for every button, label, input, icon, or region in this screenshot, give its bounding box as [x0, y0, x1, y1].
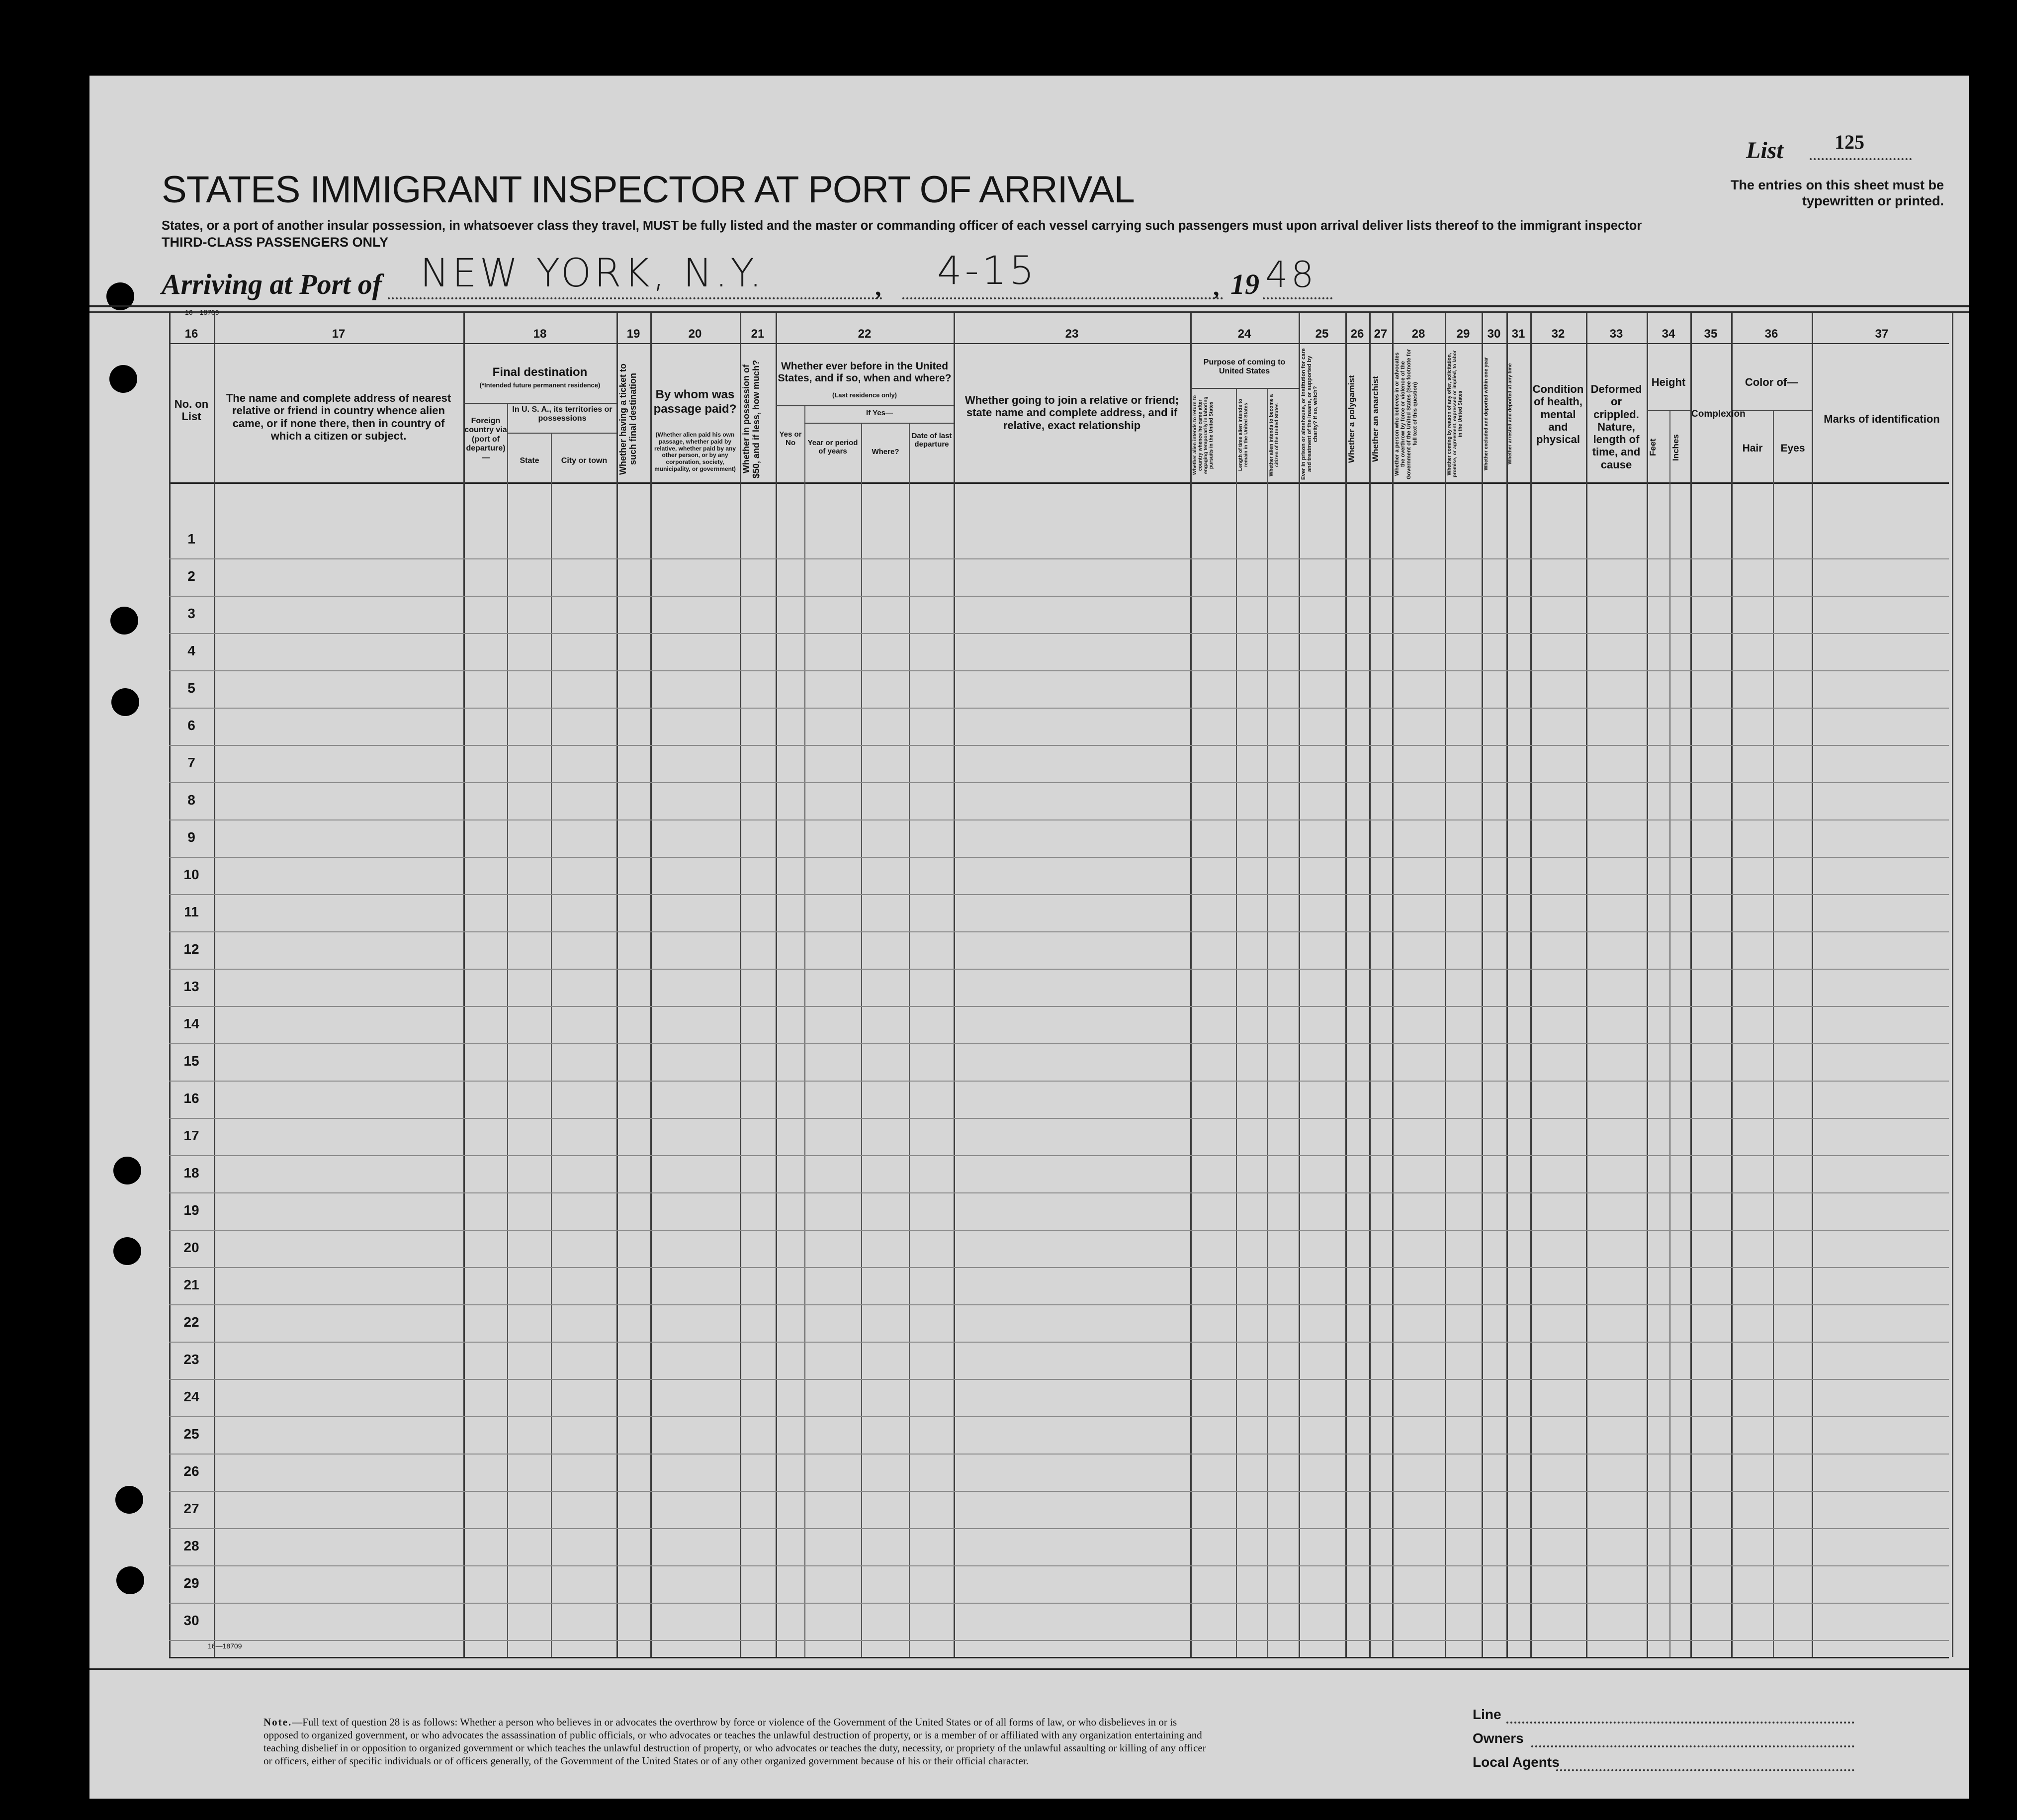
col-27-header: Whether an anarchist	[1371, 376, 1380, 462]
col-24-return: Whether alien intends to return to country whence he came after engaging temporarily in laboring pursuits in the United States	[1192, 395, 1214, 475]
list-label: List	[1746, 137, 1783, 164]
col-18-usa: In U. S. A., its territories or possessions	[512, 405, 613, 423]
row-rule	[169, 670, 1949, 671]
col-30-header: Whether excluded and deported within one year	[1484, 357, 1489, 471]
col-32-header: Condition of health, mental and physical	[1532, 383, 1584, 446]
col-rule	[1530, 313, 1532, 1657]
col-34-feet: Feet	[1648, 439, 1658, 456]
col-num-18: 18	[533, 327, 547, 341]
row-rule	[169, 782, 1949, 783]
row-number: 29	[183, 1575, 199, 1591]
punch-hole	[116, 1566, 144, 1594]
row-rule	[169, 708, 1949, 709]
col-rule	[507, 403, 508, 1657]
col-24-citizen: Whether alien intends to become a citizen of the United States	[1269, 394, 1280, 476]
col-rule	[1669, 410, 1670, 1657]
punch-hole	[113, 1237, 141, 1265]
col-num-19: 19	[626, 327, 640, 341]
col-rule	[1731, 313, 1733, 1657]
arriving-label: Arriving at Port of	[162, 268, 382, 300]
col-rule	[169, 313, 171, 1657]
col-num-25: 25	[1315, 327, 1329, 341]
col-18-foreign: Foreign country via (port of departure)—	[464, 417, 507, 462]
col-rule	[1812, 313, 1813, 1657]
col-18-title: Final destination	[492, 365, 588, 379]
header-bottom-rule	[169, 482, 1949, 484]
table-bottom-rule	[169, 1657, 1949, 1658]
col-num-20: 20	[688, 327, 702, 341]
row-rule	[169, 1304, 1949, 1305]
col-36-title: Color of—	[1745, 376, 1798, 388]
col-rule	[1647, 313, 1648, 1657]
date-line	[902, 297, 1223, 299]
row-rule	[169, 1640, 1949, 1641]
page-title: STATES IMMIGRANT INSPECTOR AT PORT OF ARRIVAL	[162, 169, 1135, 211]
comma: ,	[1213, 273, 1220, 301]
row-rule	[169, 745, 1949, 746]
row-rule	[169, 633, 1949, 634]
col-rule	[551, 433, 552, 1657]
list-number-line	[1810, 158, 1912, 160]
col-num-31: 31	[1511, 327, 1525, 341]
row-number: 30	[183, 1613, 199, 1628]
col-num-26: 26	[1350, 327, 1364, 341]
footnote-28	[263, 1716, 1208, 1767]
row-rule	[169, 1155, 1949, 1156]
row-rule	[169, 1565, 1949, 1566]
col-34-inches: Inches	[1671, 434, 1680, 461]
col-22-ifyes: If Yes—	[866, 409, 893, 417]
col-rule	[463, 313, 465, 1657]
col-rule	[1236, 388, 1237, 1657]
col-36-eyes: Eyes	[1780, 443, 1805, 454]
col-18-state: State	[520, 456, 539, 465]
sub-rule	[1647, 410, 1690, 411]
col-rule	[1586, 313, 1587, 1657]
row-number: 15	[183, 1053, 199, 1069]
col-31-header: Whether arrested and deported at any time	[1507, 363, 1513, 465]
row-number: 10	[183, 867, 199, 882]
col-25-header: Ever in prison or almshouse, or institution for care and treatment of the insane, or supported by charity? If so, which?	[1301, 348, 1319, 480]
col-rule	[650, 313, 652, 1657]
row-number: 2	[187, 568, 195, 584]
col-rule	[776, 313, 777, 1657]
row-rule	[169, 1081, 1949, 1082]
year-handwritten: 48	[1265, 254, 1317, 295]
punch-hole	[111, 688, 139, 716]
sub-rule	[507, 433, 616, 434]
col-num-37: 37	[1875, 327, 1889, 341]
form-code: 16—18709	[208, 1642, 242, 1650]
col-rule	[804, 405, 805, 1657]
row-number: 26	[183, 1463, 199, 1479]
row-rule	[169, 931, 1949, 932]
entries-note: The entries on this sheet must be typewritten or printed.	[1730, 178, 1944, 208]
sub-rule	[804, 423, 954, 424]
col-rule	[954, 313, 955, 1657]
col-24-title: Purpose of coming to United States	[1203, 358, 1286, 376]
col-26-header: Whether a polygamist	[1347, 375, 1356, 463]
row-number: 18	[183, 1165, 199, 1181]
col-rule	[1190, 313, 1192, 1657]
col-num-30: 30	[1487, 327, 1501, 341]
sub-rule	[1190, 388, 1299, 389]
col-36-hair: Hair	[1742, 443, 1763, 454]
col-17-header: The name and complete address of nearest relative or friend in country whence alien came, or if none there, then in country of which a citizen or subject.	[226, 392, 451, 442]
year-prefix: 19	[1230, 268, 1259, 300]
col-rule	[1392, 313, 1394, 1657]
sub-rule	[776, 405, 954, 406]
line-signature-line	[1506, 1722, 1854, 1724]
col-num-33: 33	[1609, 327, 1623, 341]
col-rule	[861, 423, 862, 1657]
col-rule	[740, 313, 741, 1657]
col-rule	[214, 313, 215, 1657]
row-number: 1	[187, 531, 195, 546]
instruction-line: States, or a port of another insular possession, in whatsoever class they travel, MUST be fully listed and the master or commanding officer of each vessel carrying such passengers must upon arrival deliver lists thereof to the immigrant inspector	[162, 219, 1642, 233]
comma: ,	[875, 273, 881, 301]
col-35-header: Complexion	[1691, 409, 1746, 419]
row-number: 20	[183, 1240, 199, 1255]
col-18-city: City or town	[561, 456, 608, 465]
row-number: 22	[183, 1314, 199, 1330]
class-line: THIRD-CLASS PASSENGERS ONLY	[162, 235, 389, 250]
col-rule	[1482, 313, 1483, 1657]
col-20-sub: (Whether alien paid his own passage, whether paid by relative, whether paid by any other person, or by any corporation, society, municipality, or government)	[654, 431, 736, 472]
punch-hole	[115, 1486, 143, 1514]
col-num-17: 17	[332, 327, 346, 341]
col-33-header: Deformed or crippled. Nature, length of time, and cause	[1590, 383, 1642, 471]
col-29-header: Whether coming by reason of any offer, solicitation, promise, or agreement, expressed or implied, to labor in the United States	[1447, 350, 1463, 478]
col-rule	[1690, 313, 1692, 1657]
owners-label: Owners	[1473, 1730, 1524, 1746]
col-18-sub: (*Intended future permanent residence)	[479, 381, 601, 389]
col-num-28: 28	[1411, 327, 1425, 341]
line-label: Line	[1473, 1707, 1501, 1722]
col-num-16: 16	[184, 327, 198, 341]
row-rule	[169, 1528, 1949, 1529]
row-number: 25	[183, 1426, 199, 1442]
row-rule	[169, 819, 1949, 820]
row-rule	[169, 1491, 1949, 1492]
col-16-header: No. on List	[174, 398, 209, 423]
table-top-rule	[89, 305, 1969, 307]
row-rule	[169, 1416, 1949, 1417]
row-rule	[169, 969, 1949, 970]
col-num-22: 22	[858, 327, 872, 341]
col-22-yesno: Yes or No	[779, 430, 802, 448]
row-rule	[169, 558, 1949, 559]
col-24-length: Length of time alien intends to remain in the United States	[1238, 399, 1249, 471]
col-22-where: Where?	[872, 448, 899, 456]
col-rule	[1345, 313, 1347, 1657]
col-22-title: Whether ever before in the United States, and if so, when and where?	[778, 361, 952, 384]
note-label: Note.	[263, 1716, 292, 1728]
col-22-date: Date of last departure	[911, 432, 952, 449]
agents-label: Local Agents	[1473, 1754, 1560, 1770]
sub-rule	[463, 403, 616, 404]
row-number: 7	[187, 755, 195, 770]
col-19-header: Whether having a ticket to such final destination	[618, 363, 638, 475]
form-code: 16—18709	[185, 308, 219, 316]
row-number: 19	[183, 1202, 199, 1218]
row-rule	[169, 1603, 1949, 1604]
row-number: 12	[183, 941, 199, 957]
list-number: 125	[1835, 131, 1864, 153]
col-num-21: 21	[751, 327, 765, 341]
col-rule	[1773, 410, 1774, 1657]
column-number-rule	[169, 343, 1949, 344]
row-rule	[169, 1118, 1949, 1119]
col-28-header: Whether a person who believes in or advocates the overthrow by force or violence of the Government of the United States (See footnote for full text of this question)	[1394, 349, 1418, 479]
row-number: 8	[187, 792, 195, 808]
table-bottom-rule	[89, 1668, 1969, 1670]
row-rule	[169, 1454, 1949, 1455]
col-num-34: 34	[1662, 327, 1675, 341]
col-34-title: Height	[1651, 376, 1686, 388]
col-37-header: Marks of identification	[1824, 413, 1940, 425]
col-rule	[1952, 313, 1953, 1657]
col-rule	[616, 313, 618, 1657]
row-number: 9	[187, 829, 195, 845]
row-number: 6	[187, 718, 195, 733]
port-line	[388, 297, 882, 299]
row-number: 11	[184, 904, 199, 919]
row-number: 23	[183, 1352, 199, 1367]
col-rule	[1369, 313, 1371, 1657]
punch-hole	[113, 1157, 141, 1184]
col-num-24: 24	[1237, 327, 1251, 341]
col-22-year: Year or period of years	[807, 439, 858, 456]
col-20-title: By whom was passage paid?	[653, 388, 737, 416]
col-num-27: 27	[1374, 327, 1388, 341]
punch-hole	[110, 607, 138, 635]
row-number: 24	[183, 1389, 199, 1404]
row-rule	[169, 1379, 1949, 1380]
col-num-29: 29	[1456, 327, 1470, 341]
row-number: 14	[183, 1016, 199, 1031]
row-rule	[169, 857, 1949, 858]
col-rule	[909, 423, 910, 1657]
col-num-36: 36	[1764, 327, 1778, 341]
row-rule	[169, 1043, 1949, 1044]
col-rule	[1299, 313, 1300, 1657]
row-number: 4	[187, 643, 195, 658]
row-rule	[169, 894, 1949, 895]
row-number: 27	[183, 1501, 199, 1516]
owners-signature-line	[1531, 1745, 1854, 1747]
col-num-35: 35	[1704, 327, 1718, 341]
row-number: 5	[187, 680, 195, 696]
row-number: 17	[183, 1128, 199, 1143]
row-number: 21	[183, 1277, 199, 1292]
col-rule	[1445, 313, 1446, 1657]
col-22-sub: (Last residence only)	[832, 391, 897, 399]
col-21-header: Whether in possession of $50, and if less, how much?	[741, 360, 761, 478]
col-rule	[1506, 313, 1508, 1657]
col-rule	[1267, 388, 1268, 1657]
table-top-rule	[89, 311, 1969, 313]
port-handwritten: NEW YORK, N.Y.	[420, 251, 765, 296]
col-num-32: 32	[1551, 327, 1565, 341]
col-num-23: 23	[1065, 327, 1079, 341]
row-number: 16	[183, 1091, 199, 1106]
row-rule	[169, 596, 1949, 597]
col-23-header: Whether going to join a relative or friend; state name and complete address, and if relative, exact relationship	[965, 394, 1179, 432]
row-number: 28	[183, 1538, 199, 1553]
agents-signature-line	[1556, 1769, 1854, 1771]
punch-hole	[109, 365, 137, 393]
row-rule	[169, 1342, 1949, 1343]
row-rule	[169, 1267, 1949, 1268]
row-number: 13	[183, 979, 199, 994]
row-number: 3	[187, 606, 195, 621]
date-handwritten: 4-15	[937, 249, 1038, 293]
row-rule	[169, 1006, 1949, 1007]
row-rule	[169, 1230, 1949, 1231]
row-rule	[169, 1192, 1949, 1193]
year-line	[1263, 297, 1332, 299]
note-text: —Full text of question 28 is as follows: Whether a person who believes in or advocates the overthrow by force or violence of the Government of the United States or of all forms of law, or who disbelieves in or is opposed to organized government, or who advocates the assassination of public officials, or who advocates or teaches the unlawful destruction of property, or is a member of or affiliated with any organization entertaining and teaching disbelief in or opposition to organized government or which teaches the unlawful destruction of property, or who advocates or teaches the duty, necessity, or propriety of the unlawful assaulting or killing of any officer or officers, either of specific individuals or of officers generally, of the Government of the United States or of any other organized government because of his or their official character.	[263, 1716, 1206, 1767]
